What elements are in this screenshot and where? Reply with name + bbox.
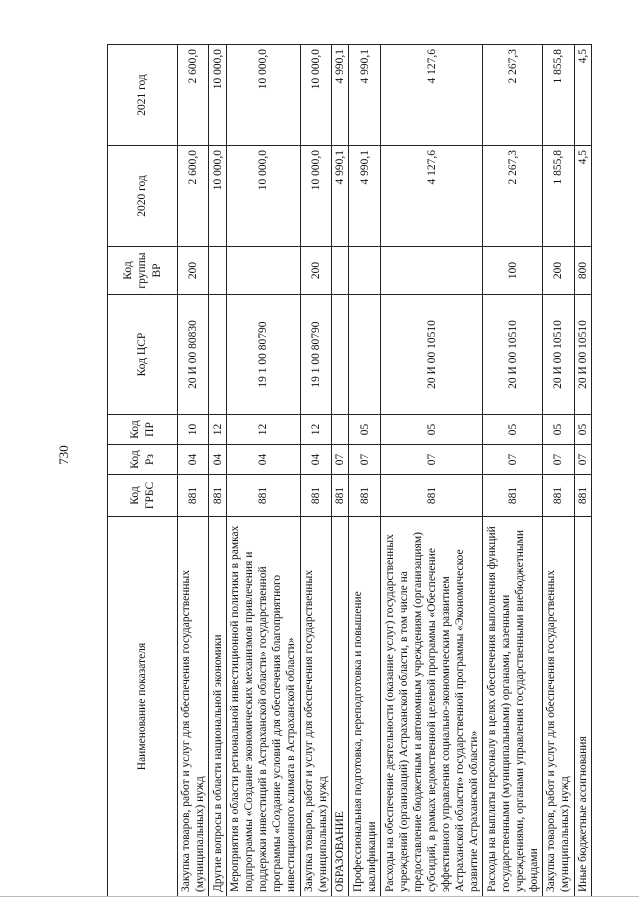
cell-2021: 1 855,8 xyxy=(543,45,574,146)
cell-2021: 2 600,0 xyxy=(178,45,209,146)
table-row xyxy=(380,45,482,897)
cell-vr xyxy=(349,247,380,295)
header-name: Наименование показателя xyxy=(108,517,178,897)
cell-name: Иные бюджетные ассигнования xyxy=(574,517,591,897)
cell-csr xyxy=(349,295,380,415)
cell-grbs: 881 xyxy=(300,475,331,517)
cell-2021: 4 127,6 xyxy=(380,45,482,146)
cell-2021: 2 267,3 xyxy=(483,45,543,146)
page-number: 730 xyxy=(56,445,71,465)
cell-pr: 05 xyxy=(380,415,482,445)
cell-grbs: 881 xyxy=(380,475,482,517)
cell-csr: 20 И 00 10510 xyxy=(543,295,574,415)
cell-2021: 4 990,1 xyxy=(349,45,380,146)
header-vr: Код группы ВР xyxy=(108,247,178,295)
cell-pr xyxy=(332,415,349,445)
cell-pr: 05 xyxy=(349,415,380,445)
header-csr: Код ЦСР xyxy=(108,295,178,415)
cell-pr: 12 xyxy=(226,415,300,445)
table-row xyxy=(209,45,226,897)
cell-rz: 07 xyxy=(483,445,543,475)
cell-grbs: 881 xyxy=(483,475,543,517)
table-row xyxy=(349,45,380,897)
header-2020: 2020 год xyxy=(108,146,178,247)
header-rz: Код Рз xyxy=(108,445,178,475)
cell-rz: 04 xyxy=(226,445,300,475)
table-row xyxy=(483,45,543,897)
table-row xyxy=(300,45,331,897)
cell-rz: 04 xyxy=(178,445,209,475)
table-row xyxy=(226,45,300,897)
cell-vr: 200 xyxy=(300,247,331,295)
cell-2020: 10 000,0 xyxy=(300,146,331,247)
cell-2021: 4,5 xyxy=(574,45,591,146)
cell-rz: 04 xyxy=(209,445,226,475)
table-row xyxy=(574,45,591,897)
cell-2020: 2 600,0 xyxy=(178,146,209,247)
cell-name: Закупка товаров, работ и услуг для обеспечения государственных (муниципальных) нужд xyxy=(300,517,331,897)
cell-pr: 12 xyxy=(209,415,226,445)
cell-2021: 10 000,0 xyxy=(300,45,331,146)
cell-2021: 4 990,1 xyxy=(332,45,349,146)
cell-name: Мероприятия в области региональной инвестиционной политики в рамках подпрограммы «Создание экономических механизмов привлечения и поддержки инвестиций в Астраханской области» государственной программы «Создание условий для обеспечения благоприятного инвестиционного климата в Астраханской области» xyxy=(226,517,300,897)
cell-2020: 4 990,1 xyxy=(349,146,380,247)
cell-vr: 200 xyxy=(543,247,574,295)
cell-name: ОБРАЗОВАНИЕ xyxy=(332,517,349,897)
cell-csr: 20 И 00 10510 xyxy=(574,295,591,415)
cell-2020: 10 000,0 xyxy=(226,146,300,247)
cell-csr: 20 И 00 10510 xyxy=(380,295,482,415)
cell-rz: 04 xyxy=(300,445,331,475)
cell-grbs: 881 xyxy=(574,475,591,517)
cell-grbs: 881 xyxy=(349,475,380,517)
table-row xyxy=(332,45,349,897)
cell-2020: 4 127,6 xyxy=(380,146,482,247)
cell-csr: 20 И 00 80830 xyxy=(178,295,209,415)
cell-vr: 100 xyxy=(483,247,543,295)
cell-csr: 19 1 00 80790 xyxy=(226,295,300,415)
cell-pr: 05 xyxy=(574,415,591,445)
cell-name: Другие вопросы в области национальной экономики xyxy=(209,517,226,897)
cell-name: Профессиональная подготовка, переподготовка и повышение квалификации xyxy=(349,517,380,897)
cell-2020: 1 855,8 xyxy=(543,146,574,247)
cell-rz: 07 xyxy=(380,445,482,475)
cell-name: Закупка товаров, работ и услуг для обеспечения государственных (муниципальных) нужд xyxy=(543,517,574,897)
cell-2020: 4 990,1 xyxy=(332,146,349,247)
cell-csr xyxy=(332,295,349,415)
cell-csr xyxy=(209,295,226,415)
table-body xyxy=(178,45,592,897)
budget-table-rotated xyxy=(107,45,592,897)
cell-vr: 200 xyxy=(178,247,209,295)
header-grbs: Код ГРБС xyxy=(108,475,178,517)
cell-vr xyxy=(332,247,349,295)
cell-2020: 2 267,3 xyxy=(483,146,543,247)
cell-name: Расходы на выплаты персоналу в целях обеспечения выполнения функций государственными (муниципальными) органами, казенными учреждениями, органами управления государственными внебюджетными фондами xyxy=(483,517,543,897)
cell-2021: 10 000,0 xyxy=(209,45,226,146)
cell-2021: 10 000,0 xyxy=(226,45,300,146)
table-header xyxy=(108,45,178,897)
table-row xyxy=(543,45,574,897)
page-bottom-rule xyxy=(0,896,639,897)
cell-pr: 05 xyxy=(483,415,543,445)
cell-rz: 07 xyxy=(543,445,574,475)
cell-2020: 4,5 xyxy=(574,146,591,247)
cell-vr: 800 xyxy=(574,247,591,295)
budget-table xyxy=(107,44,592,897)
cell-grbs: 881 xyxy=(543,475,574,517)
cell-vr xyxy=(209,247,226,295)
cell-rz: 07 xyxy=(349,445,380,475)
table-row xyxy=(178,45,209,897)
cell-2020: 10 000,0 xyxy=(209,146,226,247)
cell-pr: 10 xyxy=(178,415,209,445)
cell-csr: 19 1 00 80790 xyxy=(300,295,331,415)
cell-rz: 07 xyxy=(332,445,349,475)
cell-csr: 20 И 00 10510 xyxy=(483,295,543,415)
cell-vr xyxy=(226,247,300,295)
cell-pr: 05 xyxy=(543,415,574,445)
cell-name: Расходы на обеспечение деятельности (оказание услуг) государственных учреждений (организаций) Астраханской области, в том числе на предоставление бюджетным и автономным учреждениям (организациям) субсидий, в рамках ведомственной целевой программы «Обеспечение эффективного управления социально-экономическим развитием Астраханской области» государственной программы «Экономическое развитие Астраханской области» xyxy=(380,517,482,897)
cell-name: Закупка товаров, работ и услуг для обеспечения государственных (муниципальных) нужд xyxy=(178,517,209,897)
cell-grbs: 881 xyxy=(226,475,300,517)
cell-pr: 12 xyxy=(300,415,331,445)
header-2021: 2021 год xyxy=(108,45,178,146)
cell-rz: 07 xyxy=(574,445,591,475)
cell-grbs: 881 xyxy=(178,475,209,517)
cell-grbs: 881 xyxy=(209,475,226,517)
cell-vr xyxy=(380,247,482,295)
cell-grbs: 881 xyxy=(332,475,349,517)
header-pr: Код ПР xyxy=(108,415,178,445)
